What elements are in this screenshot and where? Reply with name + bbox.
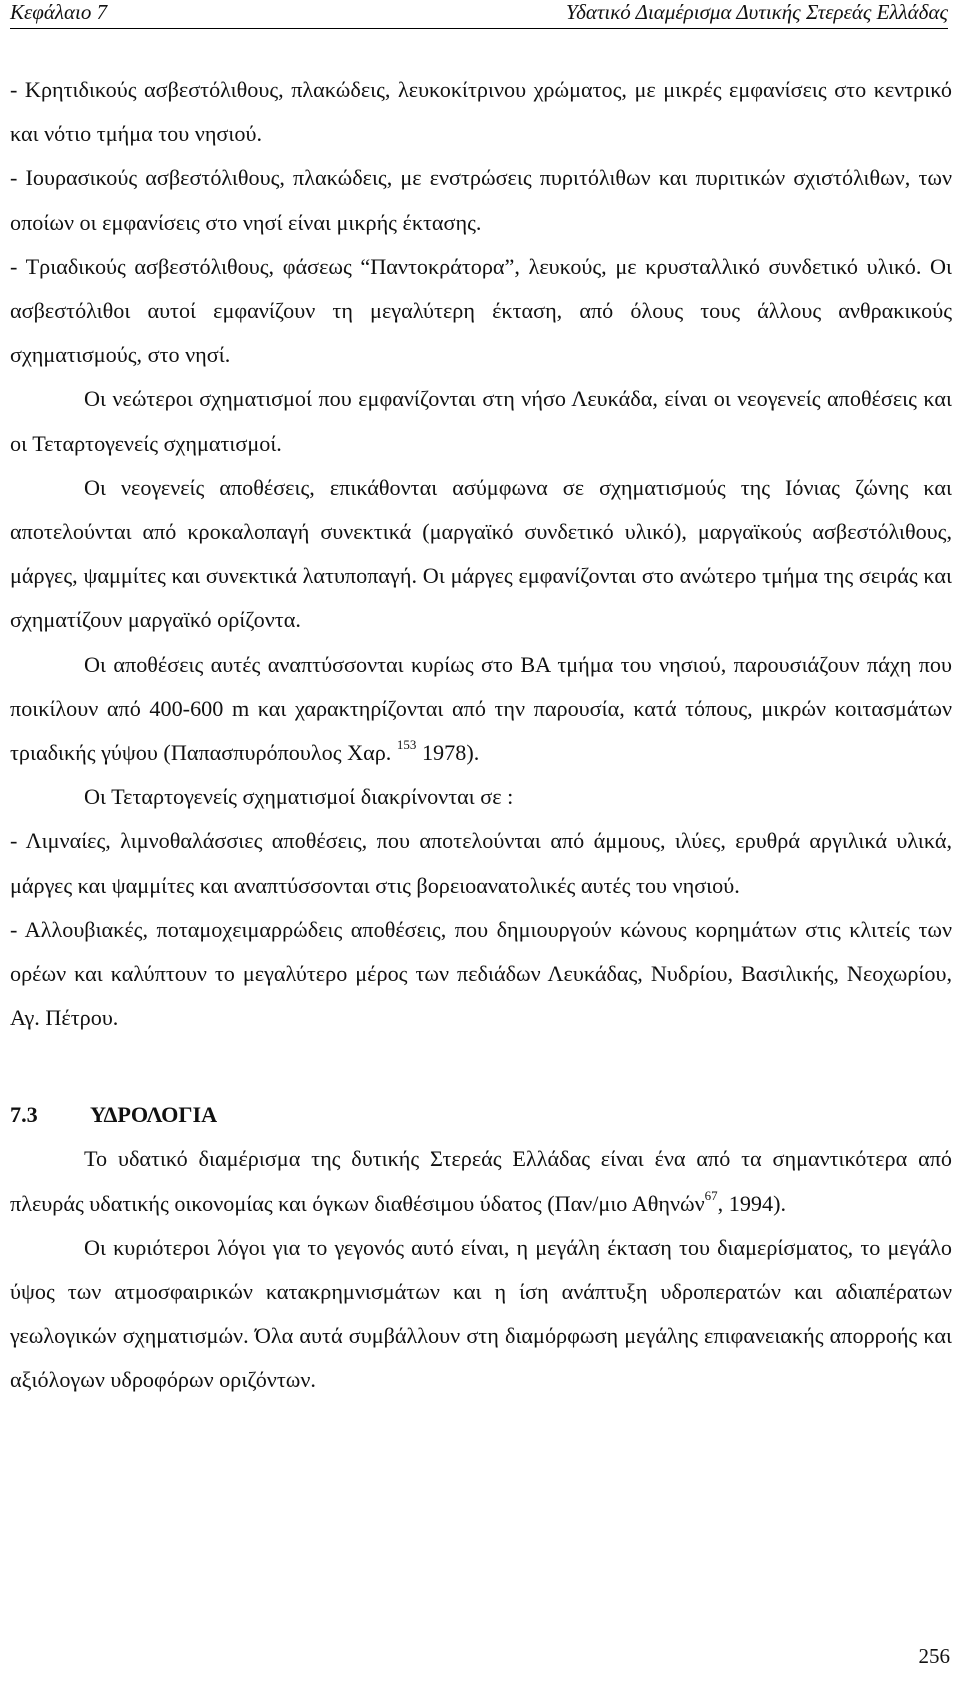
paragraph-newer-formations: Οι νεώτεροι σχηματισμοί που εμφανίζονται στη νήσο Λευκάδα, είναι οι νεογενείς αποθέσεις και οι Τεταρτογενείς σχηματισμοί.	[10, 386, 952, 456]
section-number: 7.3	[10, 1102, 38, 1128]
paragraph-hydrology-2: Οι κυριότεροι λόγοι για το γεγονός αυτό είναι, η μεγάλη έκταση του διαμερίσματος, το μεγάλο ύψος των ατμοσφαιρικών κατακρημνισμάτων και η ίση ανάπτυξη υδροπερατών και αδιαπέρατων γεωλογικών σχηματισμών. Όλα αυτά συμβάλλουν στη διαμόρφωση μεγάλης επιφανειακής απορροής και αξιόλογων υδροφόρων οριζόντων.	[10, 1234, 952, 1393]
paragraph-neogene: Οι νεογενείς αποθέσεις, επικάθονται ασύμφωνα σε σχηματισμούς της Ιόνιας ζώνης και αποτελούνται από κροκαλοπαγή συνεκτικά (μαργαϊκό συνδετικό υλικό), μαργαϊκούς ασβεστόλιθους, μάργες, ψαμμίτες και συνεκτικά λατυποπαγή. Οι μάργες εμφανίζονται στο ανώτερο τμήμα της σειράς και σχηματίζουν μαργαϊκό ορίζοντα.	[10, 474, 952, 633]
page-number: 256	[918, 1644, 950, 1668]
paragraph-text-tail: 1978).	[416, 740, 480, 766]
page-body	[10, 68, 952, 1403]
list-item: - Λιμναίες, λιμνοθαλάσσιες αποθέσεις, που αποτελούνται από άμμους, ιλύες, ερυθρά αργιλικά υλικά, μάργες και ψαμμίτες και αναπτύσσονται στις βορειοανατολικές αυτές του νησιού.	[10, 828, 952, 898]
chapter-label: Κεφάλαιο 7	[10, 0, 108, 24]
page-header	[10, 0, 948, 29]
paragraph-text: Οι αποθέσεις αυτές αναπτύσσονται κυρίως στο ΒΑ τμήμα του νησιού, παρουσιάζουν πάχη που ποικίλουν από 400-600 m και χαρακτηρίζονται από την παρουσία, κατά τόπους, μικρών κοιτασμάτων τριαδικής γύψου (Παπασπυρόπουλος Χαρ.	[10, 651, 952, 766]
paragraph-text: Το υδατικό διαμέρισμα της δυτικής Στερεάς Ελλάδας είναι ένα από τα σημαντικότερα από πλευράς υδατικής οικονομίας και όγκων διαθέσιμου ύδατος (Παν/μιο Αθηνών	[10, 1146, 952, 1216]
citation-reference: 153	[396, 737, 417, 753]
paragraph-hydrology-1	[10, 1137, 952, 1225]
list-item: - Κρητιδικούς ασβεστόλιθους, πλακώδεις, λευκοκίτρινου χρώματος, με μικρές εμφανίσεις στο κεντρικό και νότιο τμήμα του νησιού.	[10, 77, 952, 147]
citation-reference: 67	[704, 1187, 718, 1203]
paragraph-deposits	[10, 643, 952, 776]
section-heading	[10, 1093, 952, 1137]
section-title: ΥΔΡΟΛΟΓΙΑ	[90, 1102, 218, 1128]
paragraph-quaternary: Οι Τεταρτογενείς σχηματισμοί διακρίνονται σε :	[84, 784, 514, 810]
list-item: - Τριαδικούς ασβεστόλιθους, φάσεως “Παντοκράτορα”, λευκούς, με κρυσταλλικό συνδετικό υλικό. Οι ασβεστόλιθοι αυτοί εμφανίζουν τη μεγαλύτερη έκταση, από όλους τους άλλους ανθρακικούς σχηματισμούς, στο νησί.	[10, 253, 952, 368]
document-title: Υδατικό Διαμέρισμα Δυτικής Στερεάς Ελλάδας	[565, 0, 948, 24]
list-item: - Αλλουβιακές, ποταμοχειμαρρώδεις αποθέσεις, που δημιουργούν κώνους κορημάτων στις κλιτείς των ορέων και καλύπτουν το μεγαλύτερο μέρος των πεδιάδων Λευκάδας, Νυδρίου, Βασιλικής, Νεοχωρίου, Αγ. Πέτρου.	[10, 916, 952, 1031]
list-item: - Ιουρασικούς ασβεστόλιθους, πλακώδεις, με ενστρώσεις πυριτόλιθων και πυριτικών σχιστόλιθων, των οποίων οι εμφανίσεις στο νησί είναι μικρής έκτασης.	[10, 165, 952, 235]
paragraph-text-tail: , 1994).	[717, 1190, 787, 1216]
